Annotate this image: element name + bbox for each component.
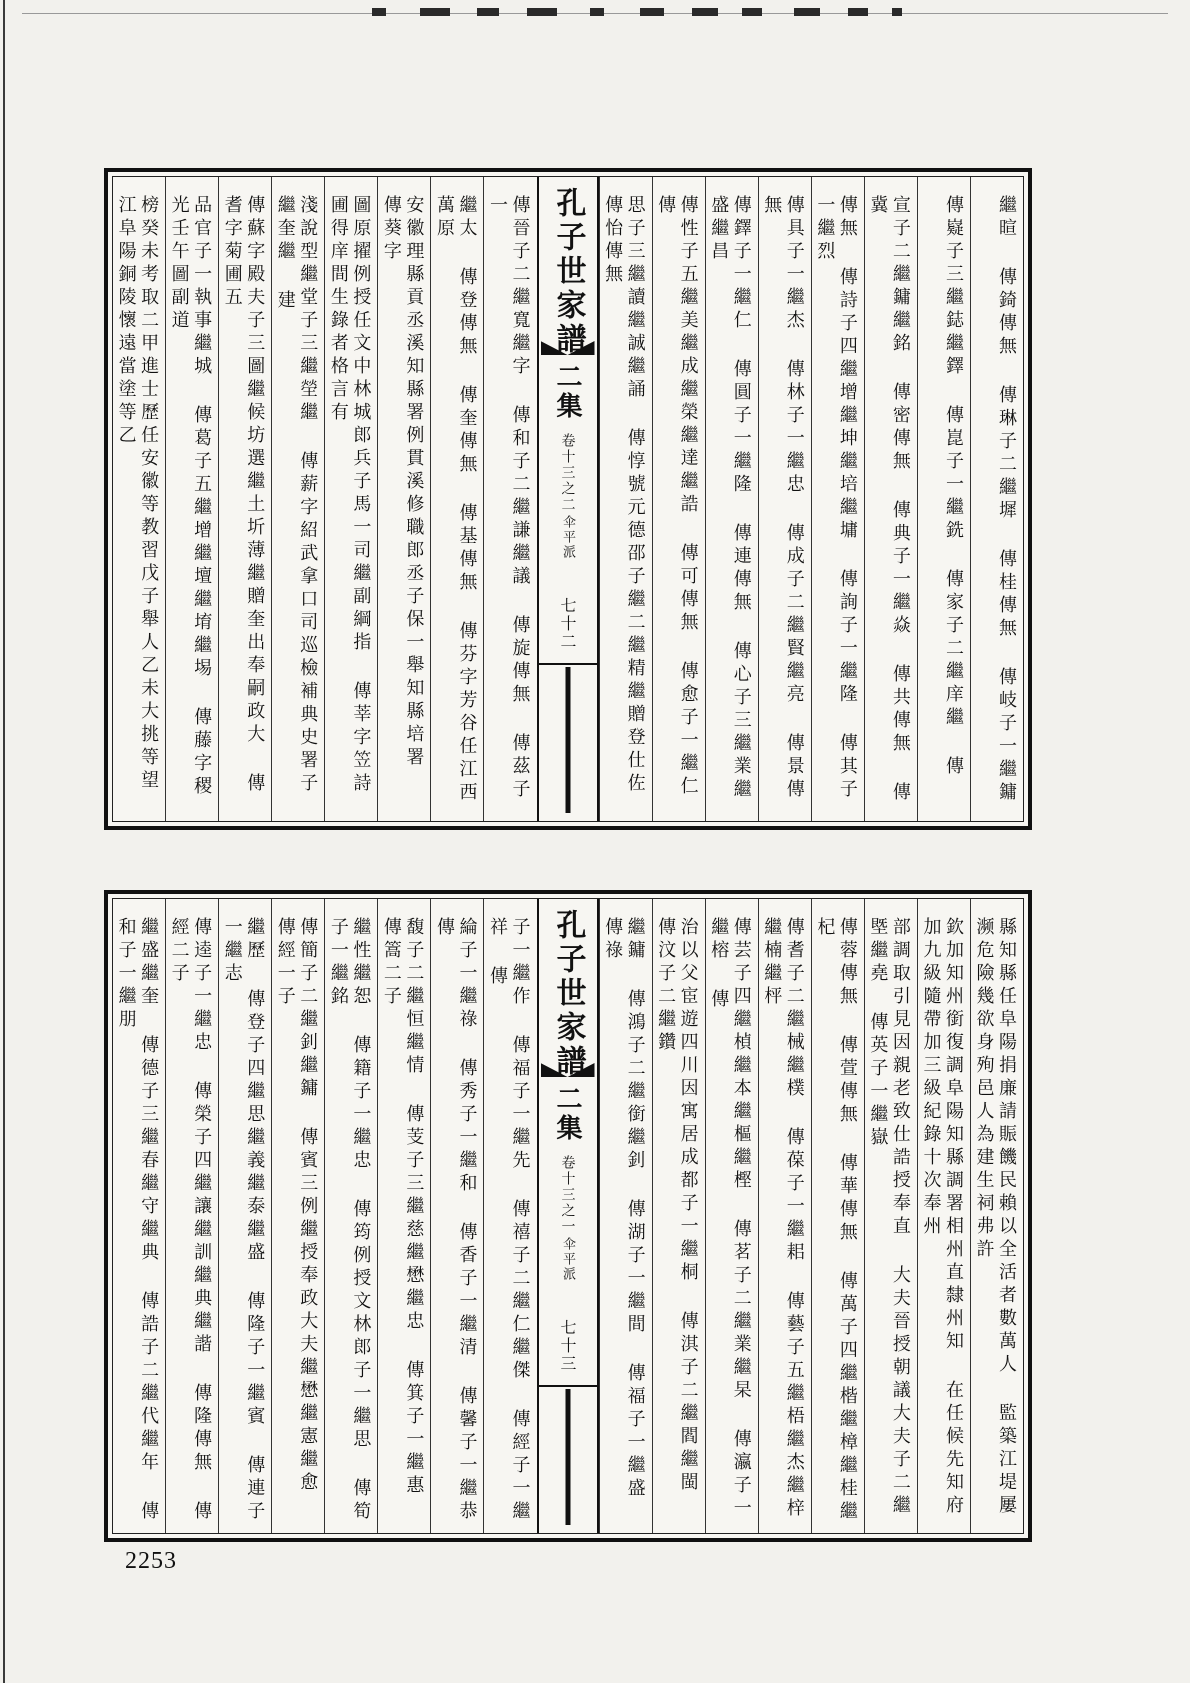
page-columns bbox=[113, 177, 1023, 821]
entry-column: 繼鏞 傳鴻子二繼銜繼釗 傳湖子一繼間 傳福子一繼盛 傳祿 bbox=[599, 899, 652, 1533]
branch-label: 伞平派 bbox=[560, 515, 575, 560]
folio-number: 七十三 bbox=[558, 1319, 577, 1373]
left-edge-rule bbox=[3, 0, 5, 1683]
book-title: 孔子世家譜 bbox=[550, 187, 586, 357]
entry-column: 傳性子五繼美繼成繼榮繼達繼誥 傳可傳無 傳愈子一繼仁 傳 bbox=[652, 177, 705, 821]
center-spine bbox=[537, 177, 599, 821]
page-number: 2253 bbox=[125, 1548, 177, 1574]
entry-column: 傳芸子四繼楨繼本繼樞繼樫 傳茗子二繼業繼杲 傳瀛子一繼榕 傳 bbox=[705, 899, 758, 1533]
genealogy-page-top bbox=[104, 168, 1032, 830]
entry-column: 傳蘇字殿夫子三圖繼候坊選繼土圻薄繼贈奎出奉嗣政大 傳耆字菊圃五 bbox=[218, 177, 271, 821]
entry-column: 淺說型繼堂子三繼塋繼 傳薪字紹武拿口司巡檢補典史署子繼奎繼 建 bbox=[271, 177, 324, 821]
entry-column: 思子三繼讀繼誠繼誦 傳惇號元德邵子繼二繼精繼贈登仕佐 傳怡傳無 bbox=[599, 177, 652, 821]
entry-column: 綸子一繼祿 傳秀子一繼和 傳香子一繼清 傳馨子一繼恭 傳 bbox=[430, 899, 483, 1533]
entry-column: 圖原擢例授任文中林城郎兵子馬一司繼副綱指 傳莘字笠詩圃得庠間生錄者格言有 bbox=[324, 177, 377, 821]
entry-column: 傳逵子一繼忠 傳榮子四繼讓繼訓繼典繼諧 傳隆傳無 傳經二子 bbox=[165, 899, 218, 1533]
branch-label: 伞平派 bbox=[560, 1237, 575, 1282]
entry-column: 傳耆子二繼械繼樸 傳葆子一繼耜 傳藝子五繼梧繼杰繼梓繼楠繼枰 bbox=[758, 899, 811, 1533]
spine-bar bbox=[565, 667, 570, 813]
entry-column: 傳無 傳詩子四繼增繼坤繼培繼墉 傳詢子一繼隆 傳其子一繼烈 bbox=[811, 177, 864, 821]
entry-column: 部調取引見因親老致仕誥授奉直 大夫晉授朝議大夫子二繼塈繼堯 傳英子一繼嶽 bbox=[864, 899, 917, 1533]
entry-column: 宣子二繼鏞繼銘 傳密傳無 傳典子一繼焱 傳共傳無 傳冀 bbox=[864, 177, 917, 821]
book-title: 孔子世家譜 bbox=[550, 909, 586, 1079]
genealogy-page-bottom bbox=[104, 890, 1032, 1542]
chapter-label: 卷十三之一 bbox=[559, 1155, 576, 1235]
entry-column: 傳簡子二繼釗繼鏞 傳賓三例繼授奉政大夫繼懋繼憲繼愈 傳經一子 bbox=[271, 899, 324, 1533]
entry-column: 傳鐸子一繼仁 傳圓子一繼隆 傳連傳無 傳心子三繼業繼盛繼昌 bbox=[705, 177, 758, 821]
entry-column: 馥子二繼恒繼情 傳芰子三繼慈繼懋繼忠 傳箕子一繼惠 傳篙二子 bbox=[377, 899, 430, 1533]
entry-column: 榜癸未考取二甲進士歷任安徽等教習戊子舉人乙未大挑等望江阜陽銅陵懷遠當塗等乙 bbox=[115, 195, 160, 793]
volume-label: 二集 bbox=[552, 1085, 582, 1143]
entry-column: 繼性繼恕 傳籍子一繼忠 傳筠例授文林郎子一繼思 傳筍子一繼銘 bbox=[324, 899, 377, 1533]
chapter-label: 卷十三之二 bbox=[559, 433, 576, 513]
entry-column: 傳具子一繼杰 傳林子一繼忠 傳成子二繼賢繼亮 傳景傳無 bbox=[758, 177, 811, 821]
top-scan-band bbox=[22, 0, 1168, 18]
entry-column: 品官子一執事繼城 傳葛子五繼增繼壇繼堉繼埸 傳藤字稷光壬午圖副道 bbox=[165, 177, 218, 821]
volume-label: 二集 bbox=[552, 363, 582, 421]
entry-column: 傳晉子二繼寬繼字 傳和子二繼謙繼議 傳旋傳無 傳茲子一 bbox=[483, 177, 536, 821]
folio-number: 七十二 bbox=[558, 597, 577, 651]
entry-column: 繼暄 傳錡傳無 傳琳子二繼墀 傳桂傳無 傳岐子一繼鏞 bbox=[970, 177, 1023, 821]
entry-column: 繼盛繼奎 傳德子三繼春繼守繼典 傳誥子二繼代繼年 傳和子一繼朋 bbox=[115, 917, 160, 1524]
entry-column: 子一繼作 傳福子一繼先 傳禧子二繼仁繼傑 傳經子一繼祥 傳 bbox=[483, 899, 536, 1533]
entry-column: 傳蓉傳無 傳萱傳無 傳華傳無 傳萬子四繼楷繼樟繼桂繼杞 bbox=[811, 899, 864, 1533]
entry-column: 繼歷 傳登子四繼思繼義繼泰繼盛 傳隆子一繼賓 傳連子一繼志 bbox=[218, 899, 271, 1533]
spine-bar bbox=[565, 1389, 570, 1525]
entry-column: 縣知縣任阜陽捐廉請賑饑民賴以全活者數萬人 監築江堤屢濒危險幾欲身殉邑人為建生祠弗許 bbox=[970, 899, 1023, 1533]
center-spine bbox=[537, 899, 599, 1533]
page-columns bbox=[113, 899, 1023, 1533]
entry-column: 欽加知州銜復調阜陽知縣調署相州直隸州知 在任候先知府加九級隨帶加三級紀錄十次奉州 bbox=[917, 899, 970, 1533]
entry-column: 傳嶷子三繼鋕繼鐸 傳崑子一繼銑 傳家子二繼庠繼 傳 bbox=[917, 177, 970, 821]
entry-column: 繼太 傳登傳無 傳奎傳無 傳基傳無 傳芬字芳谷任江西萬原 bbox=[430, 177, 483, 821]
entry-column: 安徽理縣貢丞溪知縣署例貫溪修職郎丞子保一舉知縣培署 傳葵字 bbox=[377, 177, 430, 821]
entry-column: 治以父宦遊四川因寓居成都子一繼桐 傳淇子二繼閻繼閩 傳汶子二繼鑽 bbox=[652, 899, 705, 1533]
